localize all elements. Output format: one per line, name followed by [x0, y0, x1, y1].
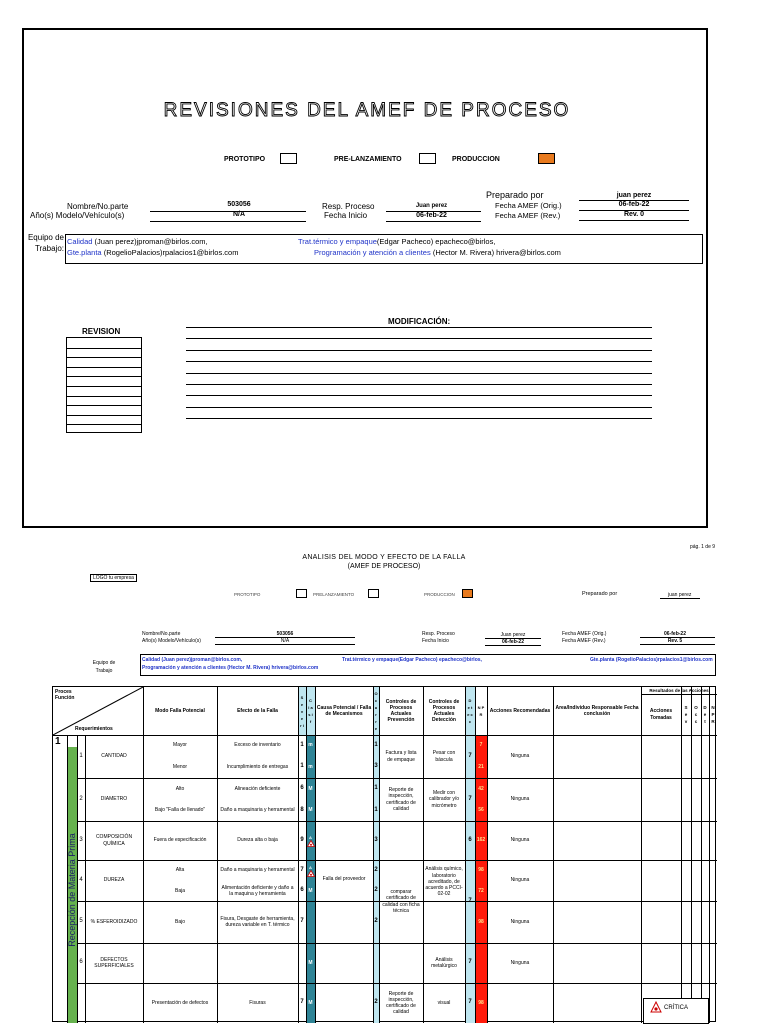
detection-control: Análisis metalúrgico: [431, 956, 457, 969]
severity-value: 7: [300, 918, 304, 925]
severity-value: 1: [300, 763, 304, 770]
p2-start-label: Fecha Inicio: [422, 638, 449, 644]
failure-effect: Fisuras: [249, 999, 266, 1006]
header-actions: Acciones Recomendadas: [489, 707, 551, 714]
detection-control: visual: [437, 999, 451, 1006]
occurrence-value: 3: [374, 763, 378, 770]
failure-cause: Falla del proveedor: [322, 875, 366, 882]
modification-line: [186, 395, 652, 396]
p2-stage-prelaunch-checkbox[interactable]: [368, 589, 379, 598]
orig-value: 06-feb-22: [618, 201, 650, 208]
severity-value: 8: [300, 806, 304, 813]
rev-label: Fecha AMEF (Rev.): [495, 211, 561, 220]
header-mode: Modo Falla Potencial: [155, 707, 205, 714]
failure-mode: Mayor: [173, 742, 187, 749]
revision-row-line: [67, 415, 141, 416]
failure-effect: Daño a maquinaria y herramental: [220, 867, 295, 874]
failure-effect: Alimentación deficiente y daño a la maquina y herramienta: [221, 884, 294, 897]
header-responsible: Area/Individuo Responsable Fecha conclusión: [555, 704, 639, 717]
npr-value: 7: [479, 742, 483, 749]
header-requirements: Requerimientos: [75, 726, 113, 732]
modification-line: [186, 373, 652, 374]
column-line: [681, 687, 682, 1023]
row-number: 5: [79, 918, 83, 925]
page-number: pág. 1 de 9: [690, 544, 716, 550]
modification-line: [186, 338, 652, 339]
amef-sheet: [0, 536, 768, 1024]
failure-mode: Alto: [175, 785, 185, 792]
stage-prototype-checkbox[interactable]: [280, 153, 297, 164]
modification-line: [186, 361, 652, 362]
revision-row-line: [67, 405, 141, 406]
occurrence-value: 2: [374, 887, 378, 894]
revision-column: [66, 337, 142, 433]
row-line: [77, 943, 717, 944]
amef-subtitle: (AMEF DE PROCESO): [347, 563, 421, 570]
failure-effect: Alineación deficiente: [234, 785, 281, 792]
p2-stage-prototype-checkbox[interactable]: [296, 589, 307, 598]
npr-value: 72: [478, 887, 484, 894]
row-number: 3: [79, 836, 83, 843]
failure-mode: Bajo: [174, 918, 185, 925]
revision-row-line: [67, 376, 141, 377]
prevention-control: Factura y lista de empaque: [385, 750, 417, 763]
header-results: Resultados de las Acciones: [649, 687, 709, 693]
header-result-r_d: D e t: [703, 705, 707, 724]
modification-line: [186, 418, 652, 419]
critical-icon: [307, 870, 315, 877]
p2-orig-label: Fecha AMEF (Orig.): [562, 631, 607, 637]
failure-mode: Alta: [175, 867, 185, 874]
occurrence-value: 1: [374, 806, 378, 813]
failure-mode: Baja: [174, 887, 185, 894]
legend-box: [643, 998, 709, 1024]
column-line: [553, 687, 554, 1023]
npr-value: 98: [478, 918, 484, 925]
p2-start-value: 06-feb-22: [502, 639, 524, 645]
p2-stage-production-label: PRODUCCION: [424, 592, 455, 597]
row-requirement: COMPOSICIÓN QUÍMICA: [95, 834, 133, 847]
modification-line: [186, 327, 652, 328]
class-value: M: [308, 807, 313, 814]
npr-value: 56: [478, 807, 484, 814]
class-value: A: [306, 860, 315, 881]
part-label: Nombre/No.parte: [67, 202, 129, 211]
detection-value: 7: [468, 752, 472, 759]
p2-resp-value: Juan perez: [500, 632, 526, 638]
row-requirement: % ESFEROIDIZADO: [90, 918, 138, 925]
prepared-by-value: juan perez: [616, 192, 652, 199]
p2-part-value: 503056: [276, 631, 294, 637]
severity-value: 9: [300, 836, 304, 843]
row-action: Ninguna: [510, 753, 530, 760]
p2-rev-value: Rev. 5: [667, 638, 683, 644]
occurrence-value: 2: [374, 999, 378, 1006]
p2-resp-label: Resp. Proceso: [422, 631, 455, 637]
detection-value: 6: [468, 836, 472, 843]
revision-row-line: [67, 367, 141, 368]
class-value: m: [308, 742, 313, 749]
p2-model-label: Año(s) Modelo/Vehículo(s): [142, 638, 201, 644]
legend-critical: CRÍTICA: [664, 1005, 688, 1011]
p2-team-programming: Programación y atención a clientes (Hector M. Rivera) hrivera@birlos.com: [142, 665, 319, 671]
header-severity: S e v e r i: [300, 694, 304, 728]
header-cause: Causa Potencial / Falla de Mecanismos: [316, 704, 372, 717]
modification-label: MODIFICACIÓN:: [388, 317, 451, 326]
row-action: Ninguna: [510, 837, 530, 844]
failure-mode: Menor: [172, 763, 188, 770]
row-action: Ninguna: [510, 877, 530, 884]
p2-team-heat-treatment: Trat.térmico y empaque(Edgar Pacheco) epacheco@birlos,: [342, 657, 482, 663]
class-value: M: [308, 887, 313, 894]
occurrence-value: 1: [374, 785, 378, 792]
detection-control: Medir con calibrador y/o micrómetro: [428, 790, 459, 809]
p2-prepared-by-label: Preparado por: [582, 591, 618, 597]
revision-row-line: [67, 348, 141, 349]
resp-value: Juan perez: [415, 203, 448, 209]
modification-line: [186, 407, 652, 408]
header-taken: Acciones Tomadas: [649, 708, 673, 721]
header-npr: N P R: [477, 705, 485, 717]
npr-value: 42: [478, 785, 484, 792]
header-result-r_s: S e v: [684, 705, 688, 724]
prevention-control: Reporte de inspección, certificado de calidad: [386, 787, 416, 812]
revision-row-line: [67, 424, 141, 425]
failure-effect: Daño a maquinaria y herramental: [220, 807, 295, 814]
class-value: M: [308, 959, 313, 966]
team-plant: Gte.planta (RogelioPalacios)rpalacios1@birlos.com: [67, 248, 239, 257]
header-result-r_n: N P R: [711, 705, 715, 724]
stage-prelaunch-label: PRE-LANZAMIENTO: [334, 156, 402, 163]
npr-value: 21: [478, 763, 484, 770]
class-value: M: [308, 999, 313, 1006]
group-name: Recepción de Materia Prima: [67, 833, 77, 947]
row-number: 4: [79, 876, 83, 883]
start-value: 06-feb-22: [416, 212, 447, 219]
row-action: Ninguna: [510, 959, 530, 966]
revision-row-line: [67, 386, 141, 387]
failure-mode: Fuera de especificación: [153, 837, 207, 844]
stage-production-label: PRODUCCION: [452, 156, 500, 163]
prevention-control: comparar certificado de calidad con ficha técnica: [382, 889, 420, 914]
p2-team-label: Equipo de Trabajo: [92, 660, 116, 674]
team-label: Equipo de Trabajo:: [27, 233, 64, 253]
critical-warning-icon: [650, 1001, 662, 1013]
column-line: [691, 687, 692, 1023]
revision-sheet: [22, 28, 708, 528]
row-number: 6: [79, 959, 83, 966]
detection-value: 7: [468, 897, 472, 904]
header-occurrence: O c u r r e: [374, 691, 378, 731]
row-requirement: DUREZA: [103, 877, 125, 884]
header-result-r_o: O c c: [694, 705, 698, 724]
severity-value: 6: [300, 887, 304, 894]
amef-table: [52, 686, 716, 1022]
failure-mode: Presentación de defectos: [151, 999, 209, 1006]
row-requirement: DEFECTOS SUPERFICIALES: [94, 956, 134, 969]
company-logo: LOGO tu empresa: [90, 574, 137, 582]
failure-effect: Dureza alta o baja: [237, 837, 278, 844]
column-line: [701, 687, 702, 1023]
header-detection-control: Controles de Procesos Actuales Detección: [428, 698, 460, 724]
npr-value: 98: [478, 999, 484, 1006]
severity-value: 6: [300, 785, 304, 792]
failure-effect: Exceso de inventario: [234, 742, 281, 749]
column-line: [641, 687, 642, 1023]
modification-line: [186, 350, 652, 351]
row-number: 1: [79, 752, 83, 759]
start-label: Fecha Inicio: [324, 211, 368, 220]
npr-value: 98: [478, 867, 484, 874]
team-quality: Calidad (Juan perez)jproman@birlos.com,: [67, 237, 208, 246]
class-value: m: [308, 763, 313, 770]
orig-label: Fecha AMEF (Orig.): [495, 201, 562, 210]
row-requirement: DIAMETRO: [100, 796, 128, 803]
team-programming: Programación y atención a clientes (Hector M. Rivera) hrivera@birlos.com: [314, 248, 561, 257]
amef-title: ANALISIS DEL MODO Y EFECTO DE LA FALLA: [302, 554, 466, 561]
rev-value: Rev. 0: [623, 211, 645, 218]
revision-label: REVISION: [82, 327, 121, 336]
resp-label: Resp. Proceso: [322, 202, 375, 211]
detection-control: Análisis químico, laboratorio acreditado, de acuerdo a PCCI-02-02: [425, 866, 463, 898]
group-number: 1: [55, 736, 61, 747]
team-heat-treatment: Trat.térmico y empaque(Edgar Pacheco) epacheco@birlos,: [298, 237, 496, 246]
stage-prelaunch-checkbox[interactable]: [419, 153, 436, 164]
p2-team-plant: Gte.planta (RogelioPalacios)rpalacios1@birlos.com: [590, 657, 713, 663]
row-action: Ninguna: [510, 918, 530, 925]
p2-part-label: Nombre/No.parte: [142, 631, 181, 637]
severity-value: 7: [300, 999, 304, 1006]
revision-title: REVISIONES DEL AMEF DE PROCESO: [163, 100, 571, 121]
detection-value: 7: [468, 959, 472, 966]
p2-stage-production-checkbox[interactable]: [462, 589, 473, 598]
occurrence-value: 3: [374, 836, 378, 843]
class-value: M: [308, 785, 313, 792]
occurrence-value: 2: [374, 866, 378, 873]
revision-row-line: [67, 357, 141, 358]
failure-mode: Bajo "Falla de llenado": [154, 807, 206, 814]
header-process: Proces Función: [55, 689, 75, 701]
occurrence-value: 1: [374, 741, 378, 748]
row-requirement: CANTIDAD: [101, 753, 127, 760]
row-number-line: [85, 735, 86, 1023]
p2-prepared-by-value: juan perez: [668, 592, 692, 598]
part-value: 503056: [227, 201, 251, 208]
detection-value: 7: [468, 999, 472, 1006]
npr-value: 162: [476, 837, 486, 844]
p2-stage-prototype-label: PROTOTIPO: [234, 592, 261, 597]
detection-control: Pesar con báscula: [432, 750, 456, 763]
header-effect: Efecto de la Falla: [237, 707, 278, 714]
severity-value: 1: [300, 741, 304, 748]
model-value: N/A: [232, 211, 246, 218]
class-value: A: [306, 821, 315, 860]
detection-value: 7: [468, 795, 472, 802]
failure-effect: Fisura, Desgaste de herramienta, dureza variable en T. térmico: [220, 915, 295, 928]
modification-line: [186, 384, 652, 385]
p2-orig-value: 06-feb-22: [664, 631, 686, 637]
stage-production-checkbox[interactable]: [538, 153, 555, 164]
row-number: 2: [79, 795, 83, 802]
p2-model-value: N/A: [280, 638, 290, 644]
failure-effect: Incumplimiento de entregas: [226, 763, 289, 770]
header-class: C l a s i f: [308, 698, 313, 724]
p2-stage-prelaunch-label: PRELANZAMIENTO: [313, 592, 355, 597]
row-action: Ninguna: [510, 796, 530, 803]
model-label: Año(s) Modelo/Vehículo(s): [30, 211, 125, 220]
occurrence-value: 2: [374, 918, 378, 925]
critical-icon: [307, 840, 315, 847]
prevention-control: Reporte de inspección, certificado de calidad: [386, 990, 416, 1016]
header-prevention: Controles de Procesos Actuales Prevención: [385, 698, 417, 724]
column-line: [709, 687, 710, 1023]
stage-prototype-label: PROTOTIPO: [224, 156, 266, 163]
p2-rev-label: Fecha AMEF (Rev.): [562, 638, 606, 644]
header-detection: D e t e c c: [467, 698, 473, 724]
p2-team-quality: Calidad (Juan perez)jproman@birlos.com,: [142, 657, 243, 663]
severity-value: 7: [300, 866, 304, 873]
prepared-by-label: Preparado por: [486, 190, 544, 200]
revision-row-line: [67, 396, 141, 397]
